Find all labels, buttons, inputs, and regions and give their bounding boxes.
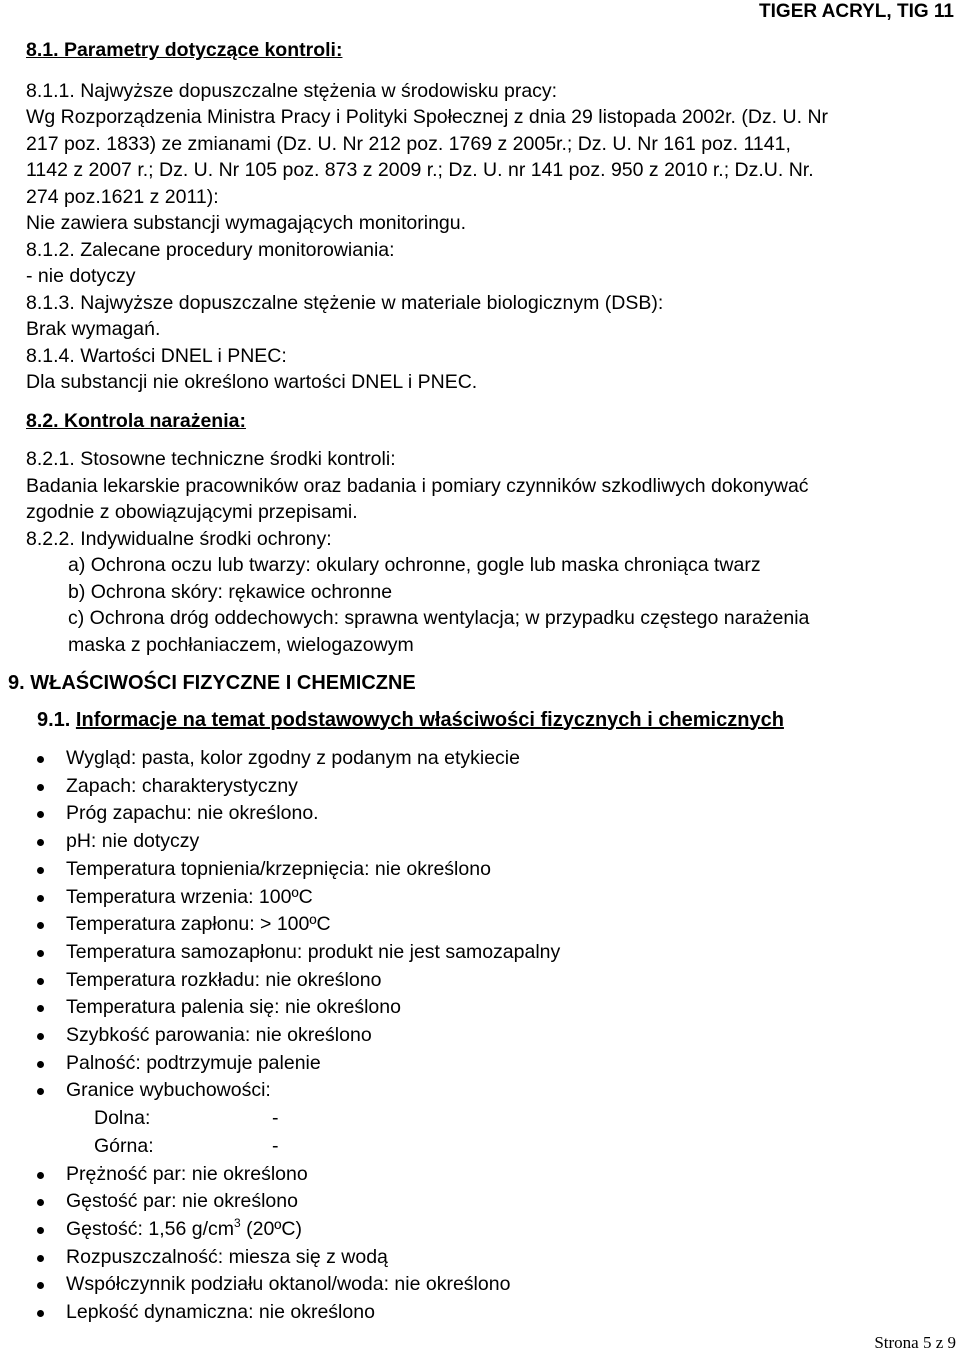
section-8-1-3-text: Brak wymagań. xyxy=(26,318,161,340)
protection-item-respiratory-cont: maska z pochłaniaczem, wielogazowym xyxy=(68,633,414,656)
section-8-1-3-title: 8.1.3. Najwyższe dopuszczalne stężenie w materiale biologicznym (DSB): xyxy=(26,291,664,314)
section-8-1-4-text: Dla substancji nie określono wartości DNEL i PNEC. xyxy=(26,371,478,393)
page-number: Strona 5 z 9 xyxy=(874,1333,956,1352)
property-item: Temperatura rozkładu: nie określono xyxy=(26,967,954,995)
section-8-2-2-title: 8.2.2. Indywidualne środki ochrony: xyxy=(26,527,332,550)
explosion-limit-upper: Górna: - xyxy=(94,1134,279,1157)
section-8-2-1-text: zgodnie z obowiązującymi przepisami. xyxy=(26,501,358,523)
property-item-density: Gęstość: 1,56 $g/cm^3$ (20ºC) xyxy=(26,1216,954,1244)
protection-item-respiratory: c) Ochrona dróg oddechowych: sprawna wentylacja; w przypadku częstego narażenia xyxy=(68,607,810,629)
property-item: Temperatura zapłonu: > 100ºC xyxy=(26,911,954,939)
section-8-1-1-title: 8.1.1. Najwyższe dopuszczalne stężenia w środowisku pracy: xyxy=(26,79,558,102)
document-product-header: TIGER ACRYL, TIG 11 xyxy=(759,1,954,22)
property-item: Zapach: charakterystyczny xyxy=(26,773,954,801)
section-8-1-2-title: 8.1.2. Zalecane procedury monitorowiania: xyxy=(26,238,395,261)
regulation-line: Nie zawiera substancji wymagających monitoringu. xyxy=(26,212,467,234)
property-item: Współczynnik podziału oktanol/woda: nie określono xyxy=(26,1271,954,1299)
section-8-1-4-title: 8.1.4. Wartości DNEL i PNEC: xyxy=(26,344,287,367)
property-item: Gęstość par: nie określono xyxy=(26,1188,954,1216)
properties-list xyxy=(26,745,954,1327)
section-8-2-title: 8.2. Kontrola narażenia: xyxy=(26,409,246,432)
section-8-1-title: 8.1. Parametry dotyczące kontroli: xyxy=(26,39,343,61)
regulation-line: Wg Rozporządzenia Ministra Pracy i Polityki Społecznej z dnia 29 listopada 2002r. (Dz. U. Nr xyxy=(26,106,829,128)
protection-item-eyes: a) Ochrona oczu lub twarzy: okulary ochronne, gogle lub maska chroniąca twarz xyxy=(68,554,761,576)
property-item: Temperatura topnienia/krzepnięcia: nie określono xyxy=(26,856,954,884)
section-8-1-2-text: - nie dotyczy xyxy=(26,265,136,287)
document-page xyxy=(8,37,954,1327)
property-item: Lepkość dynamiczna: nie określono xyxy=(26,1299,954,1327)
regulation-line: 217 poz. 1833) ze zmianami (Dz. U. Nr 212 poz. 1769 z 2005r.; Dz. U. Nr 161 poz. 1141, xyxy=(26,132,791,155)
property-item: Temperatura wrzenia: 100ºC xyxy=(26,884,954,912)
protection-item-skin: b) Ochrona skóry: rękawice ochronne xyxy=(68,580,393,603)
property-item: Próg zapachu: nie określono. xyxy=(26,800,954,828)
property-item: Temperatura palenia się: nie określono xyxy=(26,994,954,1022)
property-item: Wygląd: pasta, kolor zgodny z podanym na etykiecie xyxy=(26,745,954,773)
explosion-limit-lower: Dolna: - xyxy=(94,1107,279,1130)
section-8-2-1-title: 8.2.1. Stosowne techniczne środki kontroli: xyxy=(26,448,396,470)
regulation-line: 274 poz.1621 z 2011): xyxy=(26,185,219,208)
property-item: Granice wybuchowości: xyxy=(26,1077,954,1105)
section-8-2-1-text: Badania lekarskie pracowników oraz badania i pomiary czynników szkodliwych dokonywać xyxy=(26,474,809,497)
property-item: Temperatura samozapłonu: produkt nie jest samozapalny xyxy=(26,939,954,967)
property-item: Szybkość parowania: nie określono xyxy=(26,1022,954,1050)
section-9-1-title: 9.1. Informacje na temat podstawowych właściwości fizycznych i chemicznych xyxy=(37,708,784,731)
property-item: Rozpuszczalność: miesza się z wodą xyxy=(26,1244,954,1272)
property-item: pH: nie dotyczy xyxy=(26,828,954,856)
property-item: Prężność par: nie określono xyxy=(26,1161,954,1189)
section-9-title: 9. WŁAŚCIWOŚCI FIZYCZNE I CHEMICZNE xyxy=(8,672,416,694)
property-item: Palność: podtrzymuje palenie xyxy=(26,1050,954,1078)
regulation-line: 1142 z 2007 r.; Dz. U. Nr 105 poz. 873 z 2009 r.; Dz. U. nr 141 poz. 950 z 2010 r.; Dz.U. Nr. xyxy=(26,159,814,181)
